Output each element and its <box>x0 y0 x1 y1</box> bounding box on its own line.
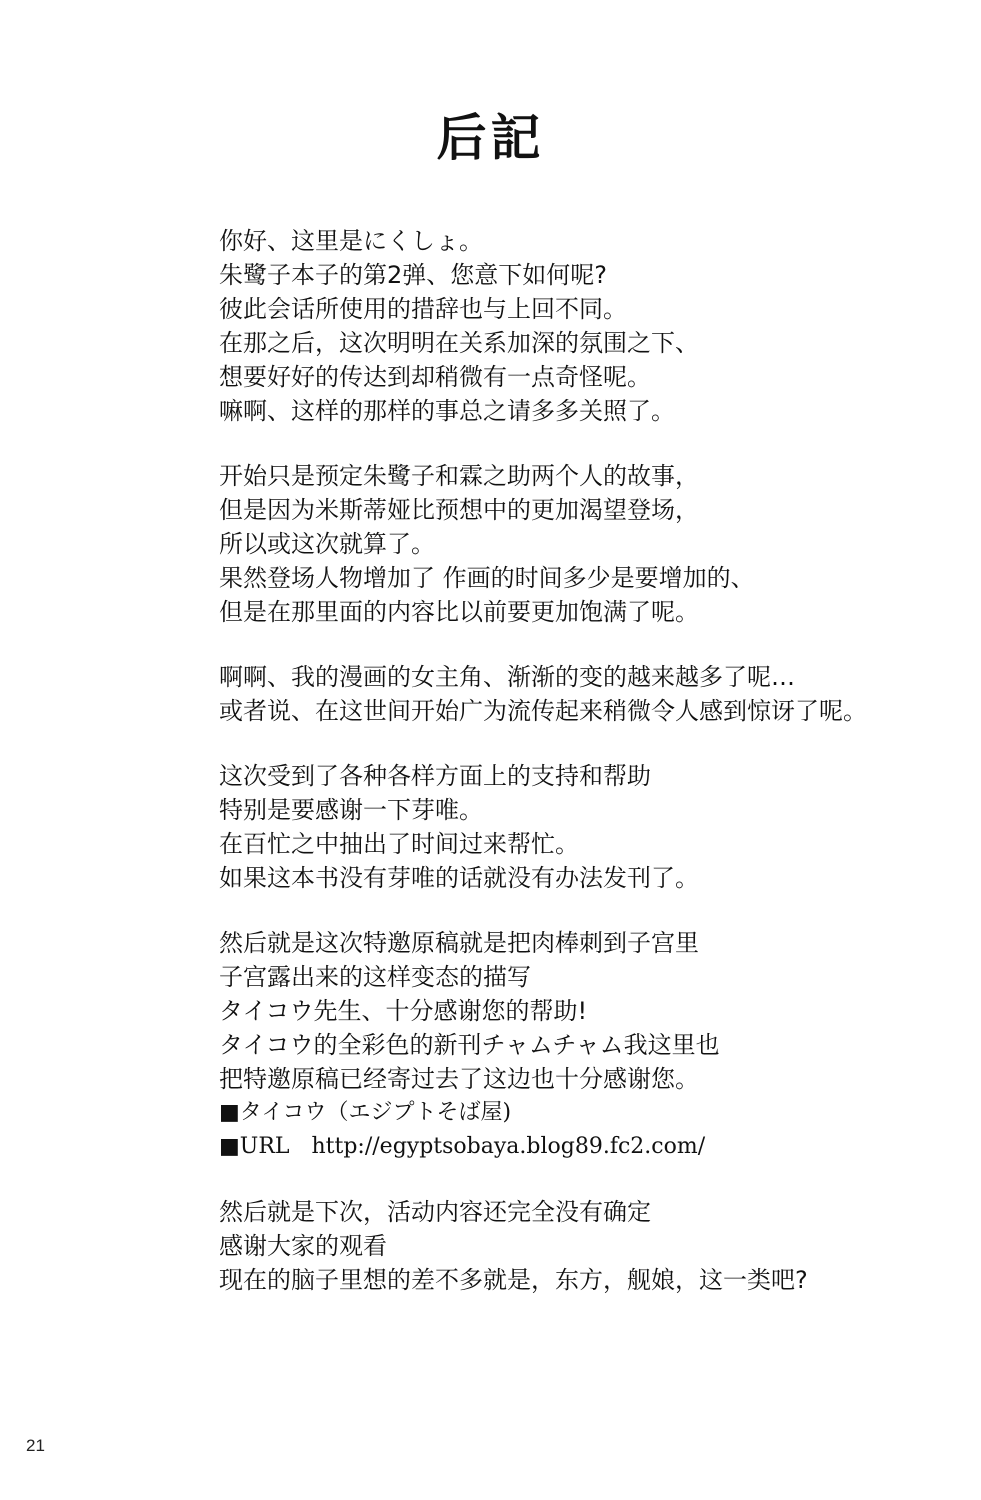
text-line: 感谢大家的观看 <box>219 1232 387 1260</box>
text-line: 特别是要感谢一下芽唯。 <box>219 796 483 824</box>
text-line: 但是在那里面的内容比以前要更加饱满了呢。 <box>219 598 699 626</box>
paragraph-greeting <box>219 224 939 428</box>
text-line: 在那之后，这次明明在关系加深的氛围之下、 <box>219 329 699 357</box>
text-line: 在百忙之中抽出了时间过来帮忙。 <box>219 830 579 858</box>
page-title: 后記 <box>436 109 545 167</box>
credit-block <box>219 1096 939 1164</box>
text-line: 然后就是下次，活动内容还完全没有确定 <box>219 1198 651 1226</box>
text-line: 子宫露出来的这样变态的描写 <box>219 963 531 991</box>
text-line: 嘛啊、这样的那样的事总之请多多关照了。 <box>219 397 675 425</box>
page-number: 21 <box>26 1436 45 1455</box>
text-line: 果然登场人物增加了 作画的时间多少是要增加的、 <box>219 564 755 592</box>
text-line: 想要好好的传达到却稍微有一点奇怪呢。 <box>219 363 651 391</box>
paragraph-special-thanks <box>219 926 939 1164</box>
text-line: タイコウ先生、十分感谢您的帮助! <box>219 997 588 1025</box>
paragraph-support <box>219 759 939 895</box>
text-line: 把特邀原稿已经寄过去了这边也十分感谢您。 <box>219 1065 699 1093</box>
credit-url: ■URL http://egyptsobaya.blog89.fc2.com/ <box>219 1134 706 1159</box>
text-line: 然后就是这次特邀原稿就是把肉棒刺到子宫里 <box>219 929 699 957</box>
text-line: 啊啊、我的漫画的女主角、渐渐的变的越来越多了呢… <box>219 663 795 691</box>
paragraph-closing <box>219 1195 939 1297</box>
paragraph-heroines <box>219 660 939 728</box>
text-line: 朱鹭子本子的第2弹、您意下如何呢? <box>219 261 608 289</box>
text-line: タイコウ的全彩色的新刊チャムチャム我这里也 <box>219 1031 720 1059</box>
text-line: 这次受到了各种各样方面上的支持和帮助 <box>219 762 651 790</box>
text-line: 你好、这里是にくしょ。 <box>219 227 483 255</box>
text-line: 但是因为米斯蒂娅比预想中的更加渴望登场， <box>219 496 699 524</box>
text-line: 如果这本书没有芽唯的话就没有办法发刊了。 <box>219 864 699 892</box>
paragraph-story <box>219 459 939 629</box>
credit-circle: ■タイコウ（エジプトそば屋) <box>219 1100 512 1125</box>
afterword-body <box>219 224 939 1328</box>
text-line: 彼此会话所使用的措辞也与上回不同。 <box>219 295 627 323</box>
text-line: 或者说、在这世间开始广为流传起来稍微令人感到惊讶了呢。 <box>219 697 867 725</box>
text-line: 现在的脑子里想的差不多就是，东方，舰娘，这一类吧? <box>219 1266 808 1294</box>
text-line: 开始只是预定朱鹭子和霖之助两个人的故事， <box>219 462 699 490</box>
text-line: 所以或这次就算了。 <box>219 530 435 558</box>
